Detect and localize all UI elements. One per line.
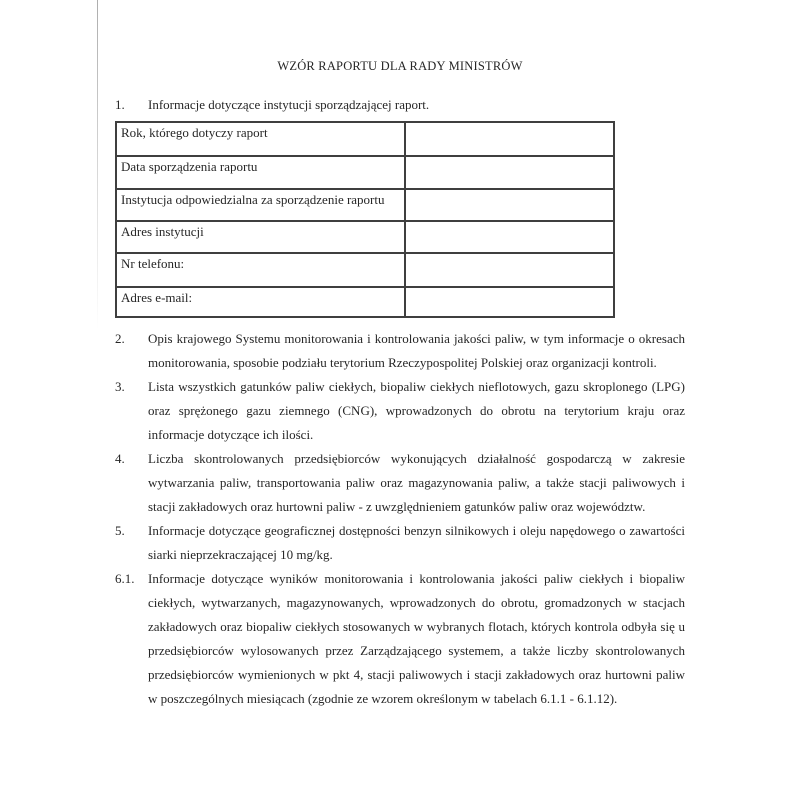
row-value-institution bbox=[405, 189, 614, 221]
row-label-phone: Nr telefonu: bbox=[116, 253, 405, 287]
table-row bbox=[116, 253, 614, 287]
page-edge-shadow bbox=[97, 0, 98, 330]
list-item-5-text: Informacje dotyczące geograficznej dostępności benzyn silnikowych i oleju napędowego o zawartości siarki nieprzekraczającej 10 mg/kg. bbox=[148, 523, 685, 562]
document-content bbox=[115, 0, 685, 711]
institution-table bbox=[115, 121, 615, 318]
row-value-email bbox=[405, 287, 614, 317]
list-item-4-text: Liczba skontrolowanych przedsiębiorców wykonujących działalność gospodarczą w zakresie wytwarzania paliw, transportowania paliw oraz magazynowania paliw, a także stacji paliwowych i stacji zakładowych oraz hurtowni paliw - z uwzględnieniem gatunków paliw oraz województw. bbox=[148, 451, 685, 514]
row-value-phone bbox=[405, 253, 614, 287]
list-item-2-number: 2. bbox=[115, 331, 125, 346]
row-value-address bbox=[405, 221, 614, 253]
table-row bbox=[116, 221, 614, 253]
list-item-4-number: 4. bbox=[115, 451, 125, 466]
table-row bbox=[116, 156, 614, 189]
list-item-6-1-text: Informacje dotyczące wyników monitorowania i kontrolowania jakości paliw ciekłych i biopaliw ciekłych, wytwarzanych, magazynowanych, wprowadzonych do obrotu, gromadzonych w stacjach zakładowych oraz biopaliw ciekłych stosowanych w wybranych flotach, których kontrola odbyła się u przedsiębiorców wylosowanych przez Zarządzającego systemem, a także liczby skontrolowanych przedsiębiorców wymienionych w pkt 4, stacji paliwowych i stacji zakładowych oraz hurtowni paliw w poszczególnych miesiącach (zgodnie ze wzorem określonym w tabelach 6.1.1 - 6.1.12). bbox=[148, 571, 685, 706]
table-row bbox=[116, 287, 614, 317]
list-item-1 bbox=[115, 97, 685, 112]
list-item-4 bbox=[115, 447, 685, 519]
table-row bbox=[116, 122, 614, 156]
row-value-year bbox=[405, 122, 614, 156]
list-item-3-text: Lista wszystkich gatunków paliw ciekłych, biopaliw ciekłych nieflotowych, gazu skroplonego (LPG) oraz sprężonego gazu ziemnego (CNG), wprowadzonych do obrotu na terytorium kraju oraz informacje dotyczące ich ilości. bbox=[148, 379, 685, 442]
table-row bbox=[116, 189, 614, 221]
row-label-address: Adres instytucji bbox=[116, 221, 405, 253]
numbered-list bbox=[115, 327, 685, 711]
list-item-2 bbox=[115, 327, 685, 375]
list-item-6-1 bbox=[115, 567, 685, 711]
row-label-institution: Instytucja odpowiedzialna za sporządzenie raportu bbox=[116, 189, 405, 221]
list-item-1-number: 1. bbox=[115, 97, 125, 112]
row-value-report-date bbox=[405, 156, 614, 189]
document-title: WZÓR RAPORTU DLA RADY MINISTRÓW bbox=[277, 59, 523, 73]
list-item-6-1-number: 6.1. bbox=[115, 571, 135, 586]
list-item-5 bbox=[115, 519, 685, 567]
list-item-5-number: 5. bbox=[115, 523, 125, 538]
list-item-2-text: Opis krajowego Systemu monitorowania i kontrolowania jakości paliw, w tym informacje o okresach monitorowania, sposobie podziału terytorium Rzeczypospolitej Polskiej oraz organizacji kontroli. bbox=[148, 331, 685, 370]
list-item-3-number: 3. bbox=[115, 379, 125, 394]
row-label-email: Adres e-mail: bbox=[116, 287, 405, 317]
row-label-year: Rok, którego dotyczy raport bbox=[116, 122, 405, 156]
list-item-1-text: Informacje dotyczące instytucji sporządzającej raport. bbox=[148, 97, 430, 112]
row-label-report-date: Data sporządzenia raportu bbox=[116, 156, 405, 189]
list-item-3 bbox=[115, 375, 685, 447]
